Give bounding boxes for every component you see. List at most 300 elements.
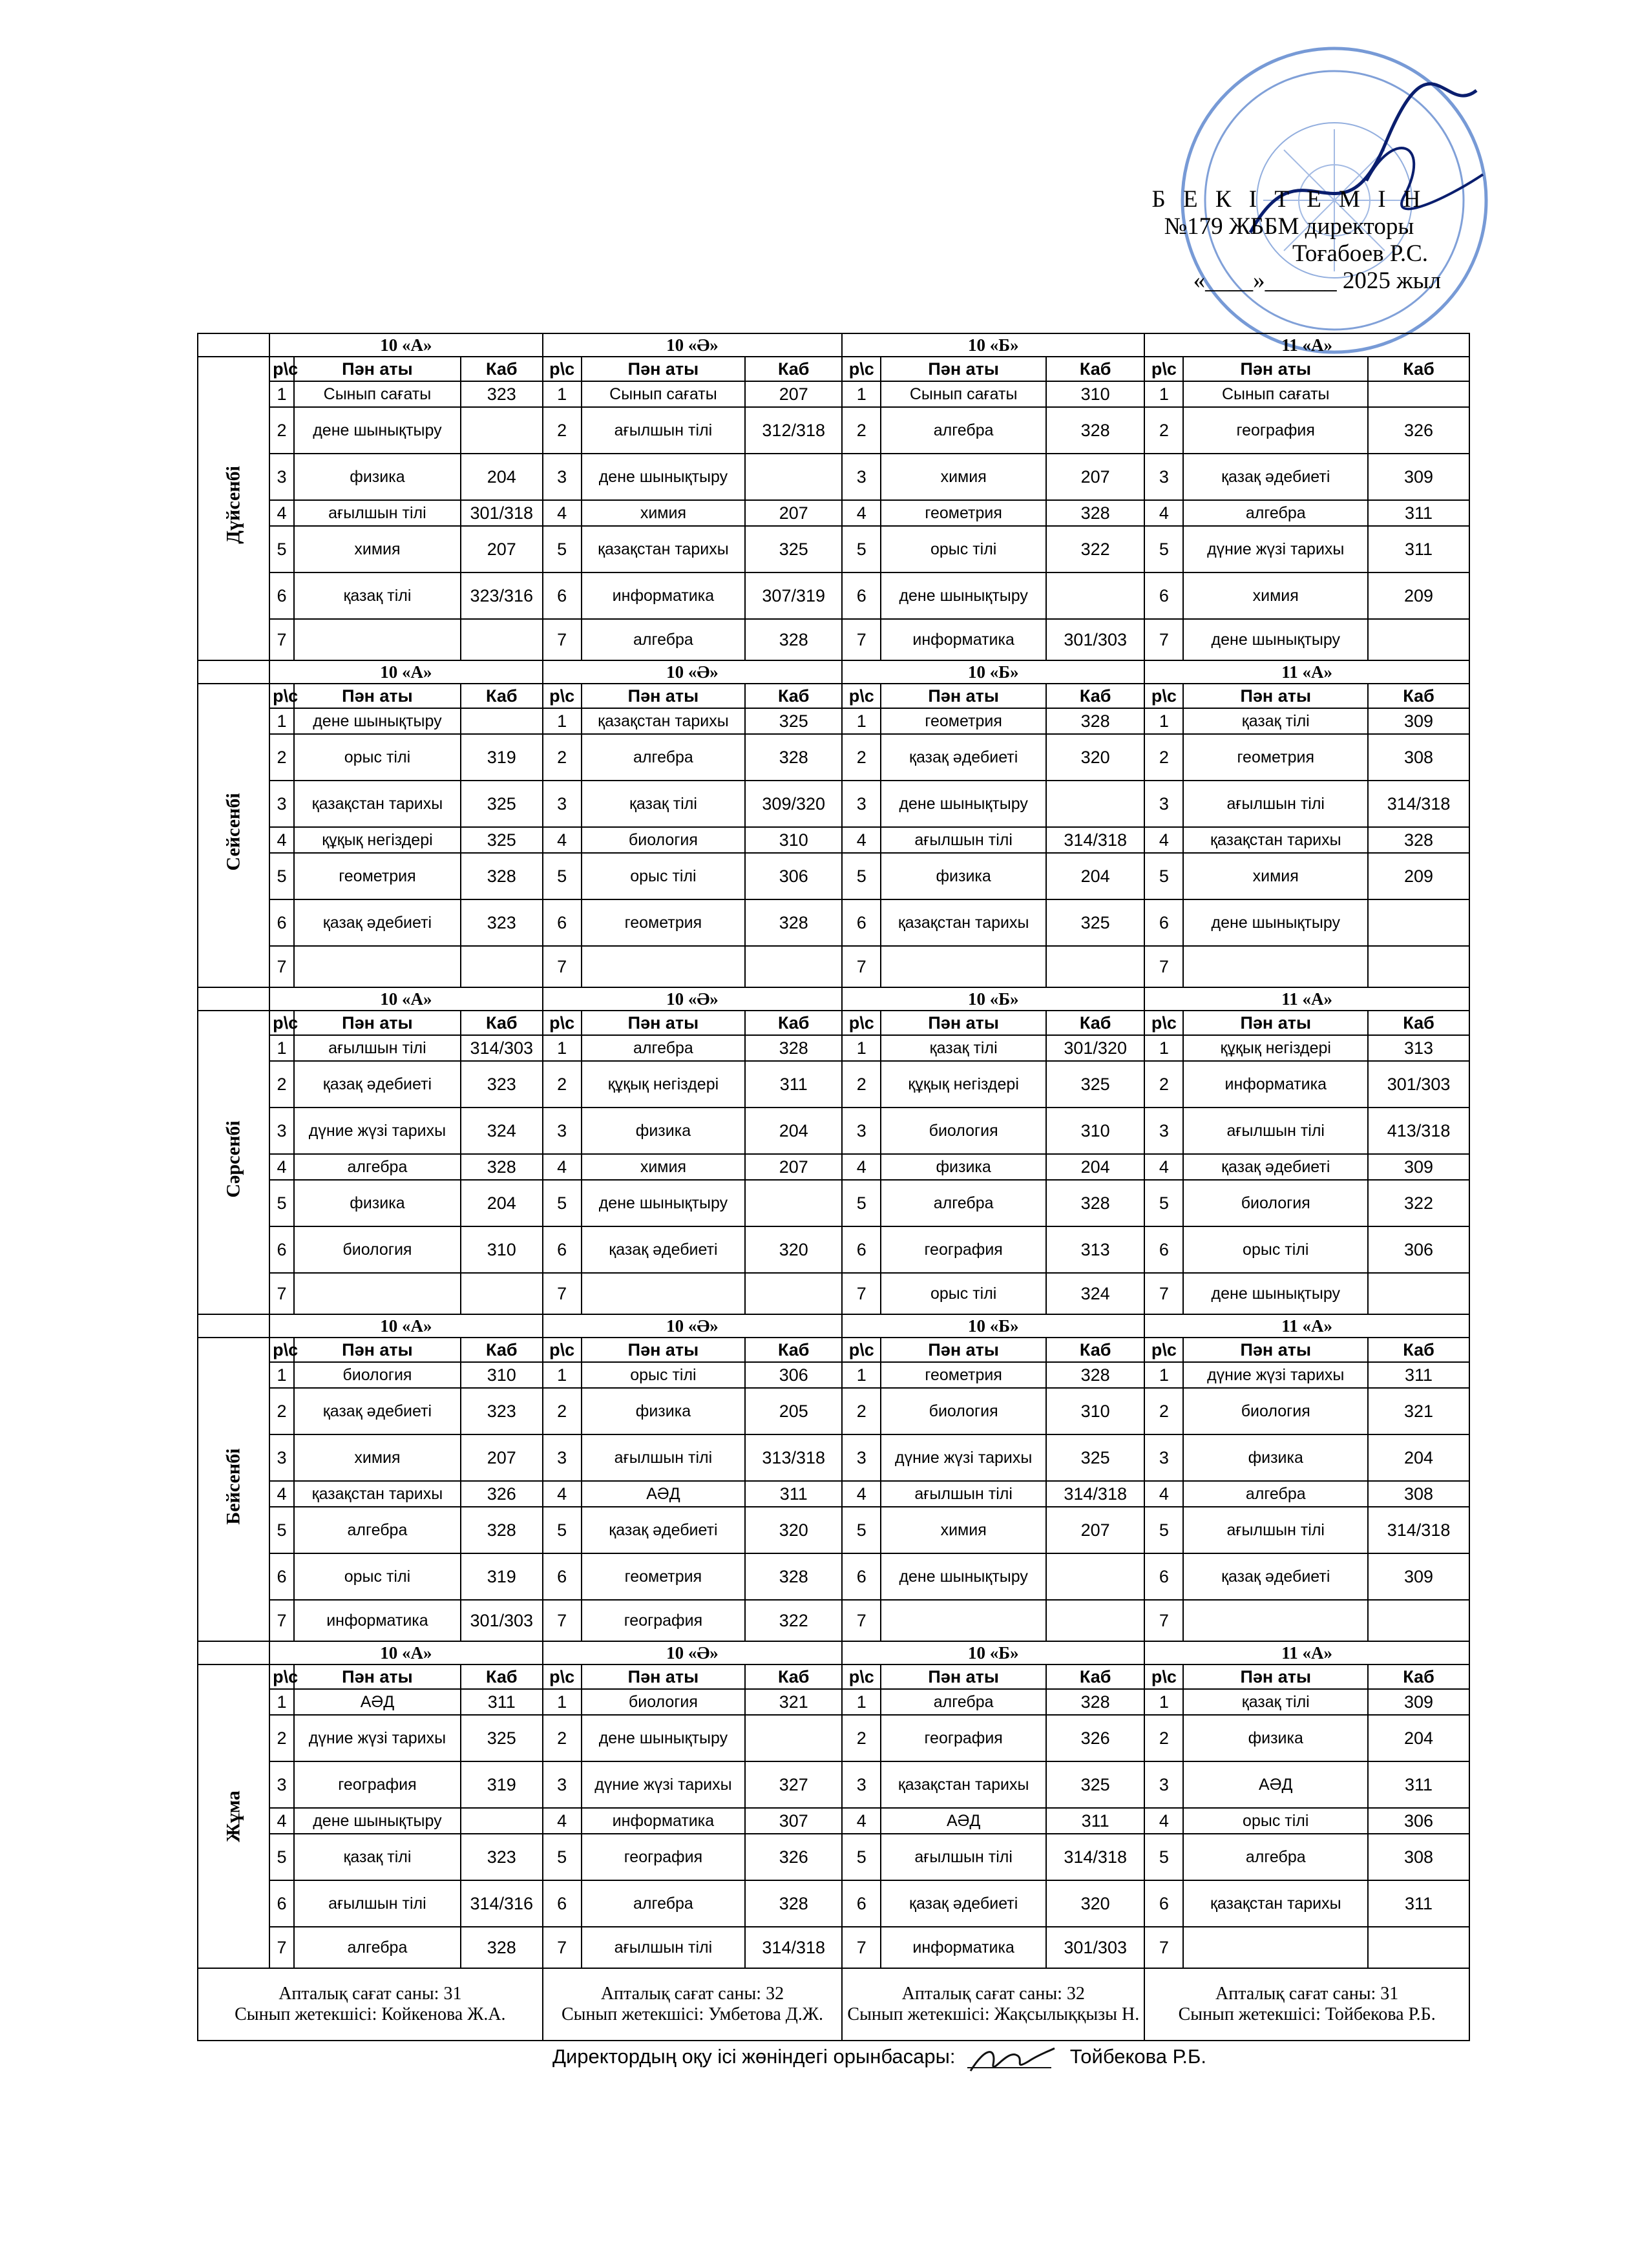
room-number: 323/316	[461, 572, 543, 619]
subject-name: физика	[582, 1108, 745, 1154]
class-teacher: Сынып жетекшісі: Койкенова Ж.А.	[235, 2004, 506, 2024]
room-number: 311	[1368, 500, 1469, 526]
subject-name: қазақстан тарихы	[881, 1761, 1046, 1808]
subject-name: дене шынықтыру	[881, 1553, 1046, 1600]
subject-name: қазақ әдебиеті	[1183, 1154, 1368, 1180]
room-number	[745, 1273, 842, 1314]
lesson-row	[198, 1761, 1469, 1808]
lesson-row	[198, 708, 1469, 734]
lesson-number: 3	[269, 1761, 294, 1808]
class-name-header: 10 «Ә»	[543, 1314, 843, 1338]
lesson-row	[198, 407, 1469, 454]
room-number: 301/303	[1046, 619, 1144, 660]
lesson-number: 2	[842, 1388, 881, 1434]
column-header-row	[198, 1011, 1469, 1035]
room-number: 301/320	[1046, 1035, 1144, 1061]
lesson-number: 3	[543, 781, 582, 827]
class-name-header: 10 «Б»	[842, 1641, 1144, 1664]
weekly-hours: Апталық сағат саны: 31	[278, 1984, 462, 2004]
class-name-header: 10 «А»	[269, 987, 542, 1011]
blank-cell	[198, 1314, 269, 1338]
column-header-row	[198, 1664, 1469, 1689]
handwritten-signature	[967, 2039, 1058, 2077]
room-number	[1368, 1927, 1469, 1968]
room-number: 319	[461, 1553, 543, 1600]
lesson-row	[198, 526, 1469, 572]
column-header-num: р\с	[269, 1664, 294, 1689]
room-number: 307	[745, 1808, 842, 1834]
subject-name: физика	[1183, 1434, 1368, 1481]
class-header-row	[198, 1314, 1469, 1338]
room-number: 322	[1368, 1180, 1469, 1226]
room-number: 326	[745, 1834, 842, 1880]
subject-name: дүние жүзі тарихы	[582, 1761, 745, 1808]
lesson-number: 2	[842, 734, 881, 781]
column-header-subject: Пән аты	[881, 684, 1046, 708]
room-number: 204	[1046, 853, 1144, 899]
subject-name: алгебра	[1183, 1834, 1368, 1880]
lesson-number: 4	[1144, 500, 1183, 526]
room-number: 308	[1368, 1834, 1469, 1880]
subject-name: информатика	[582, 572, 745, 619]
class-name-header: 10 «А»	[269, 333, 542, 357]
column-header-num: р\с	[842, 1338, 881, 1362]
column-header-subject: Пән аты	[294, 684, 461, 708]
subject-name: информатика	[1183, 1061, 1368, 1108]
lesson-number: 2	[269, 1061, 294, 1108]
room-number: 327	[745, 1761, 842, 1808]
room-number: 307/319	[745, 572, 842, 619]
lesson-number: 7	[1144, 1600, 1183, 1641]
room-number	[461, 708, 543, 734]
room-number: 328	[1046, 500, 1144, 526]
approval-block	[1137, 186, 1441, 295]
subject-name: дене шынықтыру	[1183, 1273, 1368, 1314]
lesson-number: 7	[543, 1600, 582, 1641]
lesson-number: 3	[543, 1434, 582, 1481]
room-number: 306	[1368, 1226, 1469, 1273]
subject-name: дене шынықтыру	[294, 407, 461, 454]
subject-name: қазақстан тарихы	[294, 1481, 461, 1507]
subject-name: физика	[582, 1388, 745, 1434]
lesson-number: 2	[543, 1715, 582, 1761]
lesson-number: 4	[269, 827, 294, 853]
column-header-subject: Пән аты	[881, 1011, 1046, 1035]
room-number: 328	[461, 1154, 543, 1180]
column-header-num: р\с	[543, 1664, 582, 1689]
subject-name: ағылшын тілі	[582, 407, 745, 454]
room-number	[461, 1808, 543, 1834]
blank-cell	[198, 333, 269, 357]
column-header-subject: Пән аты	[1183, 357, 1368, 381]
column-header-num: р\с	[1144, 1011, 1183, 1035]
lesson-row	[198, 853, 1469, 899]
room-number: 325	[461, 1715, 543, 1761]
lesson-number: 1	[543, 381, 582, 407]
room-number: 319	[461, 1761, 543, 1808]
subject-name: ағылшын тілі	[1183, 781, 1368, 827]
room-number: 207	[461, 1434, 543, 1481]
class-summary-cell	[842, 1968, 1144, 2041]
room-number: 313	[1368, 1035, 1469, 1061]
subject-name: дене шынықтыру	[582, 454, 745, 500]
subject-name: қазақ әдебиеті	[881, 1880, 1046, 1927]
lesson-number: 7	[842, 946, 881, 987]
lesson-number: 3	[543, 1761, 582, 1808]
lesson-number: 3	[269, 1108, 294, 1154]
lesson-number: 7	[1144, 1273, 1183, 1314]
room-number: 311	[745, 1061, 842, 1108]
blank-cell	[198, 660, 269, 684]
subject-name: Сынып сағаты	[881, 381, 1046, 407]
room-number	[1368, 899, 1469, 946]
lesson-number: 2	[543, 1061, 582, 1108]
day-name: Сәрсенбі	[222, 1120, 244, 1198]
lesson-number: 4	[543, 827, 582, 853]
column-header-room: Каб	[1046, 684, 1144, 708]
class-name-header: 11 «А»	[1144, 987, 1469, 1011]
subject-name: қазақстан тарихы	[1183, 1880, 1368, 1927]
lesson-number: 4	[1144, 1154, 1183, 1180]
room-number: 326	[1368, 407, 1469, 454]
lesson-number: 5	[543, 1180, 582, 1226]
room-number: 207	[745, 500, 842, 526]
lesson-row	[198, 454, 1469, 500]
room-number: 207	[745, 1154, 842, 1180]
lesson-number: 3	[1144, 454, 1183, 500]
room-number: 301/303	[461, 1600, 543, 1641]
lesson-number: 7	[842, 619, 881, 660]
lesson-row	[198, 1880, 1469, 1927]
subject-name: биология	[582, 1689, 745, 1715]
subject-name: орыс тілі	[582, 853, 745, 899]
column-header-room: Каб	[1046, 1011, 1144, 1035]
room-number: 328	[461, 1507, 543, 1553]
subject-name	[881, 946, 1046, 987]
subject-name: құқық негіздері	[582, 1061, 745, 1108]
subject-name: геометрия	[881, 1362, 1046, 1388]
lesson-number: 6	[269, 1880, 294, 1927]
lesson-number: 1	[543, 1035, 582, 1061]
room-number: 204	[461, 454, 543, 500]
lesson-number: 3	[543, 1108, 582, 1154]
room-number: 311	[1368, 526, 1469, 572]
lesson-number: 5	[1144, 526, 1183, 572]
lesson-number: 1	[1144, 708, 1183, 734]
room-number: 207	[1046, 454, 1144, 500]
column-header-room: Каб	[745, 1338, 842, 1362]
subject-name: АӘД	[294, 1689, 461, 1715]
subject-name: химия	[582, 1154, 745, 1180]
lesson-row	[198, 1715, 1469, 1761]
room-number: 310	[1046, 1108, 1144, 1154]
class-header-row	[198, 660, 1469, 684]
room-number	[1046, 1553, 1144, 1600]
lesson-number: 1	[269, 1035, 294, 1061]
lesson-row	[198, 1600, 1469, 1641]
room-number: 320	[1046, 734, 1144, 781]
lesson-number: 5	[543, 1507, 582, 1553]
lesson-number: 1	[842, 381, 881, 407]
room-number: 323	[461, 899, 543, 946]
lesson-number: 3	[842, 781, 881, 827]
lesson-number: 7	[1144, 619, 1183, 660]
column-header-row	[198, 1338, 1469, 1362]
subject-name: алгебра	[582, 1035, 745, 1061]
room-number: 310	[1046, 381, 1144, 407]
lesson-number: 3	[1144, 781, 1183, 827]
room-number: 320	[745, 1226, 842, 1273]
room-number: 209	[1368, 853, 1469, 899]
room-number: 314/318	[1046, 1481, 1144, 1507]
class-name-header: 10 «Б»	[842, 660, 1144, 684]
lesson-number: 2	[842, 407, 881, 454]
lesson-row	[198, 1689, 1469, 1715]
column-header-room: Каб	[745, 1664, 842, 1689]
room-number: 328	[745, 619, 842, 660]
subject-name: қазақ тілі	[881, 1035, 1046, 1061]
subject-name: физика	[294, 1180, 461, 1226]
class-teacher: Сынып жетекшісі: Тойбекова Р.Б.	[1178, 2004, 1436, 2024]
column-header-subject: Пән аты	[881, 1338, 1046, 1362]
lesson-number: 5	[842, 526, 881, 572]
subject-name: информатика	[881, 619, 1046, 660]
room-number: 324	[1046, 1273, 1144, 1314]
room-number: 325	[745, 708, 842, 734]
column-header-subject: Пән аты	[294, 1664, 461, 1689]
lesson-number: 1	[269, 1689, 294, 1715]
lesson-number: 4	[543, 1808, 582, 1834]
subject-name: қазақ әдебиеті	[1183, 454, 1368, 500]
lesson-row	[198, 1035, 1469, 1061]
subject-name: дүние жүзі тарихы	[294, 1715, 461, 1761]
lesson-number: 1	[543, 1362, 582, 1388]
lesson-number: 6	[269, 1226, 294, 1273]
column-header-num: р\с	[543, 357, 582, 381]
subject-name: физика	[881, 853, 1046, 899]
lesson-number: 1	[269, 1362, 294, 1388]
room-number: 309	[1368, 708, 1469, 734]
room-number: 204	[1046, 1154, 1144, 1180]
room-number	[1368, 946, 1469, 987]
room-number: 325	[1046, 1434, 1144, 1481]
room-number: 328	[745, 734, 842, 781]
subject-name: ағылшын тілі	[881, 1481, 1046, 1507]
room-number: 314/318	[1046, 1834, 1144, 1880]
subject-name: ағылшын тілі	[881, 1834, 1046, 1880]
subject-name: орыс тілі	[881, 526, 1046, 572]
lesson-number: 5	[1144, 853, 1183, 899]
subject-name: география	[582, 1834, 745, 1880]
subject-name: қазақ әдебиеті	[881, 734, 1046, 781]
lesson-number: 6	[543, 572, 582, 619]
lesson-number: 7	[543, 1273, 582, 1314]
lesson-number: 2	[1144, 1715, 1183, 1761]
lesson-row	[198, 619, 1469, 660]
approval-director-title: №179 ЖББМ директоры	[1164, 213, 1414, 240]
lesson-number: 4	[842, 1481, 881, 1507]
room-number: 319	[461, 734, 543, 781]
room-number: 311	[1368, 1761, 1469, 1808]
subject-name: химия	[1183, 572, 1368, 619]
subject-name: алгебра	[1183, 500, 1368, 526]
lesson-number: 2	[1144, 407, 1183, 454]
lesson-number: 6	[1144, 572, 1183, 619]
subject-name: геометрия	[1183, 734, 1368, 781]
room-number: 322	[745, 1600, 842, 1641]
lesson-row	[198, 1507, 1469, 1553]
subject-name: қазақ тілі	[1183, 708, 1368, 734]
room-number: 323	[461, 1061, 543, 1108]
subject-name: ағылшын тілі	[881, 827, 1046, 853]
room-number: 312/318	[745, 407, 842, 454]
column-header-room: Каб	[1368, 357, 1469, 381]
subject-name	[294, 1273, 461, 1314]
room-number: 205	[745, 1388, 842, 1434]
blank-cell	[198, 987, 269, 1011]
lesson-number: 3	[842, 1761, 881, 1808]
lesson-number: 7	[269, 1927, 294, 1968]
subject-name	[294, 619, 461, 660]
subject-name: дүние жүзі тарихы	[1183, 526, 1368, 572]
column-header-subject: Пән аты	[881, 357, 1046, 381]
subject-name: информатика	[294, 1600, 461, 1641]
deputy-name: Тойбекова Р.Б.	[1069, 2045, 1206, 2068]
room-number: 207	[1046, 1507, 1144, 1553]
subject-name: қазақ тілі	[1183, 1689, 1368, 1715]
room-number: 322	[1046, 526, 1144, 572]
weekly-hours: Апталық сағат саны: 31	[1215, 1984, 1399, 2004]
room-number	[745, 454, 842, 500]
subject-name: дене шынықтыру	[582, 1180, 745, 1226]
lesson-number: 4	[1144, 827, 1183, 853]
room-number: 321	[745, 1689, 842, 1715]
room-number	[461, 1273, 543, 1314]
room-number: 325	[461, 781, 543, 827]
lesson-number: 5	[543, 853, 582, 899]
column-header-room: Каб	[461, 1011, 543, 1035]
subject-name: қазақ әдебиеті	[294, 1061, 461, 1108]
lesson-number: 3	[1144, 1108, 1183, 1154]
room-number: 309	[1368, 1553, 1469, 1600]
subject-name: АӘД	[1183, 1761, 1368, 1808]
subject-name: қазақстан тарихы	[1183, 827, 1368, 853]
lesson-number: 7	[1144, 946, 1183, 987]
subject-name: физика	[881, 1154, 1046, 1180]
lesson-number: 4	[842, 500, 881, 526]
lesson-number: 5	[842, 1834, 881, 1880]
room-number: 314/318	[1368, 781, 1469, 827]
subject-name: алгебра	[582, 734, 745, 781]
room-number: 328	[1046, 1362, 1144, 1388]
column-header-subject: Пән аты	[582, 1664, 745, 1689]
lesson-number: 1	[1144, 1689, 1183, 1715]
room-number	[1046, 1600, 1144, 1641]
column-header-room: Каб	[461, 684, 543, 708]
lesson-number: 6	[269, 899, 294, 946]
footer-row	[198, 1968, 1469, 2041]
approval-director-name: Тоғабоев Р.С.	[1292, 240, 1428, 267]
column-header-num: р\с	[842, 684, 881, 708]
subject-name: биология	[1183, 1180, 1368, 1226]
room-number: 301/318	[461, 500, 543, 526]
subject-name: химия	[881, 454, 1046, 500]
lesson-number: 3	[1144, 1761, 1183, 1808]
room-number: 328	[745, 1880, 842, 1927]
subject-name: география	[881, 1226, 1046, 1273]
day-name-cell	[198, 1338, 269, 1641]
room-number: 314/318	[745, 1927, 842, 1968]
subject-name: Сынып сағаты	[582, 381, 745, 407]
subject-name: ағылшын тілі	[582, 1434, 745, 1481]
column-header-num: р\с	[1144, 1664, 1183, 1689]
class-teacher: Сынып жетекшісі: Жақсылыққызы Н.	[847, 2004, 1140, 2024]
column-header-subject: Пән аты	[582, 684, 745, 708]
subject-name	[881, 1600, 1046, 1641]
lesson-row	[198, 1927, 1469, 1968]
subject-name: ағылшын тілі	[294, 1880, 461, 1927]
lesson-number: 5	[543, 1834, 582, 1880]
lesson-number: 2	[269, 734, 294, 781]
room-number	[745, 946, 842, 987]
class-name-header: 11 «А»	[1144, 1314, 1469, 1338]
class-header-row	[198, 1641, 1469, 1664]
lesson-number: 7	[269, 619, 294, 660]
subject-name: информатика	[582, 1808, 745, 1834]
subject-name	[582, 946, 745, 987]
room-number: 325	[461, 827, 543, 853]
room-number: 310	[461, 1226, 543, 1273]
column-header-subject: Пән аты	[582, 1011, 745, 1035]
lesson-number: 2	[269, 1715, 294, 1761]
room-number: 306	[1368, 1808, 1469, 1834]
room-number: 314/318	[1046, 827, 1144, 853]
column-header-room: Каб	[745, 1011, 842, 1035]
room-number: 309/320	[745, 781, 842, 827]
subject-name	[582, 1273, 745, 1314]
room-number	[1368, 1600, 1469, 1641]
room-number: 311	[1368, 1362, 1469, 1388]
subject-name: ағылшын тілі	[1183, 1507, 1368, 1553]
lesson-number: 2	[1144, 1061, 1183, 1108]
subject-name: Сынып сағаты	[294, 381, 461, 407]
lesson-number: 5	[842, 853, 881, 899]
lesson-number: 5	[1144, 1507, 1183, 1553]
subject-name: дене шынықтыру	[294, 708, 461, 734]
column-header-num: р\с	[543, 1011, 582, 1035]
subject-name: география	[881, 1715, 1046, 1761]
lesson-number: 5	[269, 1834, 294, 1880]
room-number	[1046, 946, 1144, 987]
lesson-number: 2	[1144, 1388, 1183, 1434]
subject-name: дене шынықтыру	[881, 572, 1046, 619]
column-header-subject: Пән аты	[881, 1664, 1046, 1689]
room-number	[745, 1715, 842, 1761]
lesson-number: 7	[842, 1927, 881, 1968]
lesson-row	[198, 1061, 1469, 1108]
room-number: 310	[461, 1362, 543, 1388]
column-header-room: Каб	[461, 1338, 543, 1362]
lesson-number: 7	[269, 1600, 294, 1641]
subject-name: ағылшын тілі	[294, 1035, 461, 1061]
room-number	[461, 407, 543, 454]
room-number: 413/318	[1368, 1108, 1469, 1154]
room-number	[1046, 572, 1144, 619]
day-name-cell	[198, 684, 269, 987]
subject-name: физика	[294, 454, 461, 500]
subject-name: қазақ әдебиеті	[1183, 1553, 1368, 1600]
room-number: 328	[745, 899, 842, 946]
